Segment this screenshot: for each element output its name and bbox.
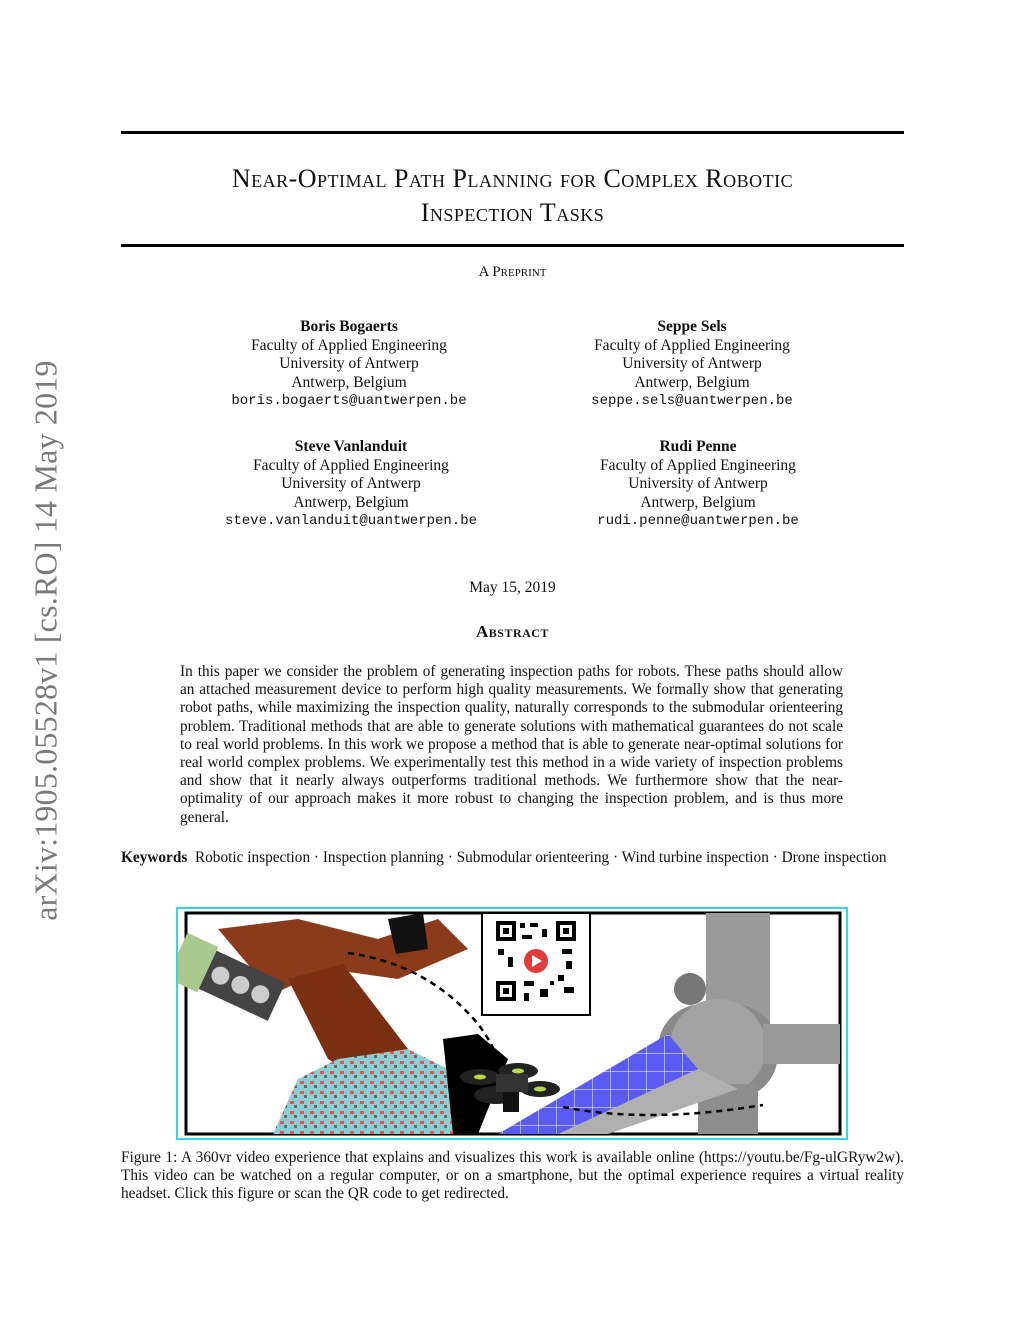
- author-name: Seppe Sels: [657, 318, 727, 335]
- keywords-label: Keywords: [121, 849, 188, 866]
- author-email[interactable]: boris.bogaerts@uantwerpen.be: [231, 393, 467, 409]
- author-university: University of Antwerp: [628, 475, 768, 492]
- author-email[interactable]: rudi.penne@uantwerpen.be: [597, 513, 799, 529]
- title-rule-bottom: [121, 244, 904, 247]
- title-rule-top: [121, 131, 904, 134]
- author-department: Faculty of Applied Engineering: [251, 336, 447, 354]
- qr-code[interactable]: [482, 913, 590, 1015]
- author-email[interactable]: seppe.sels@uantwerpen.be: [591, 393, 793, 409]
- author-department: Faculty of Applied Engineering: [600, 456, 796, 474]
- arxiv-id: arXiv:1905.05528v1 [cs.RO] 14 May 2019: [27, 359, 64, 921]
- author-university: University of Antwerp: [281, 475, 421, 492]
- author-email[interactable]: steve.vanlanduit@uantwerpen.be: [224, 513, 478, 529]
- title-line-1: Near-Optimal Path Planning for Complex Robotic: [231, 164, 794, 193]
- figure-illustration: [178, 909, 846, 1138]
- author-university: University of Antwerp: [622, 355, 762, 372]
- author-university: University of Antwerp: [279, 355, 419, 372]
- keywords: [121, 849, 904, 867]
- author-name: Steve Vanlanduit: [294, 438, 408, 455]
- author-block-4: [518, 438, 878, 531]
- publication-date: May 15, 2019: [469, 579, 556, 596]
- author-department: Faculty of Applied Engineering: [253, 456, 449, 474]
- keywords-text: Robotic inspection · Inspection planning · Submodular orienteering · Wind turbine inspection · Drone inspection: [194, 849, 887, 866]
- author-department: Faculty of Applied Engineering: [594, 336, 790, 354]
- preprint-label: A Preprint: [478, 264, 547, 280]
- author-block-1: [169, 318, 529, 411]
- title-line-2: Inspection Tasks: [420, 198, 605, 227]
- author-block-2: [512, 318, 872, 411]
- author-location: Antwerp, Belgium: [640, 493, 756, 511]
- author-block-3: [171, 438, 531, 531]
- figure-caption: Figure 1: A 360vr video experience that explains and visualizes this work is available online (https://youtu.be/Fg-ulGRyw2w). This video can be watched on a regular computer, or on a smartphone, but the optimal experience requires a virtual reality headset. Click this figure or scan the QR code to get redirected.: [121, 1149, 904, 1203]
- arxiv-sidebar: [22, 340, 70, 940]
- figure-1-image[interactable]: [176, 907, 848, 1140]
- author-location: Antwerp, Belgium: [634, 373, 750, 391]
- author-name: Rudi Penne: [659, 438, 737, 455]
- abstract-heading: Abstract: [476, 622, 549, 641]
- author-location: Antwerp, Belgium: [291, 373, 407, 391]
- abstract-text: In this paper we consider the problem of generating inspection paths for robots. These paths should allow an attached measurement device to perform high quality measurements. We formally show that generating robot paths, while maximizing the inspection quality, naturally corresponds to the submodular orienteering problem. Traditional methods that are able to generate solutions with mathematical guarantees do not scale to real world problems. In this work we propose a method that is able to generate near-optimal solutions for real world complex problems. We experimentally test this method in a wide variety of inspection problems and show that it nearly always outperforms traditional methods. We furthermore show that the near-optimality of our approach makes it more robust to changing the inspection problem, and is thus more general.: [180, 663, 843, 826]
- author-name: Boris Bogaerts: [300, 318, 398, 335]
- author-location: Antwerp, Belgium: [293, 493, 409, 511]
- paper-title: [121, 162, 904, 230]
